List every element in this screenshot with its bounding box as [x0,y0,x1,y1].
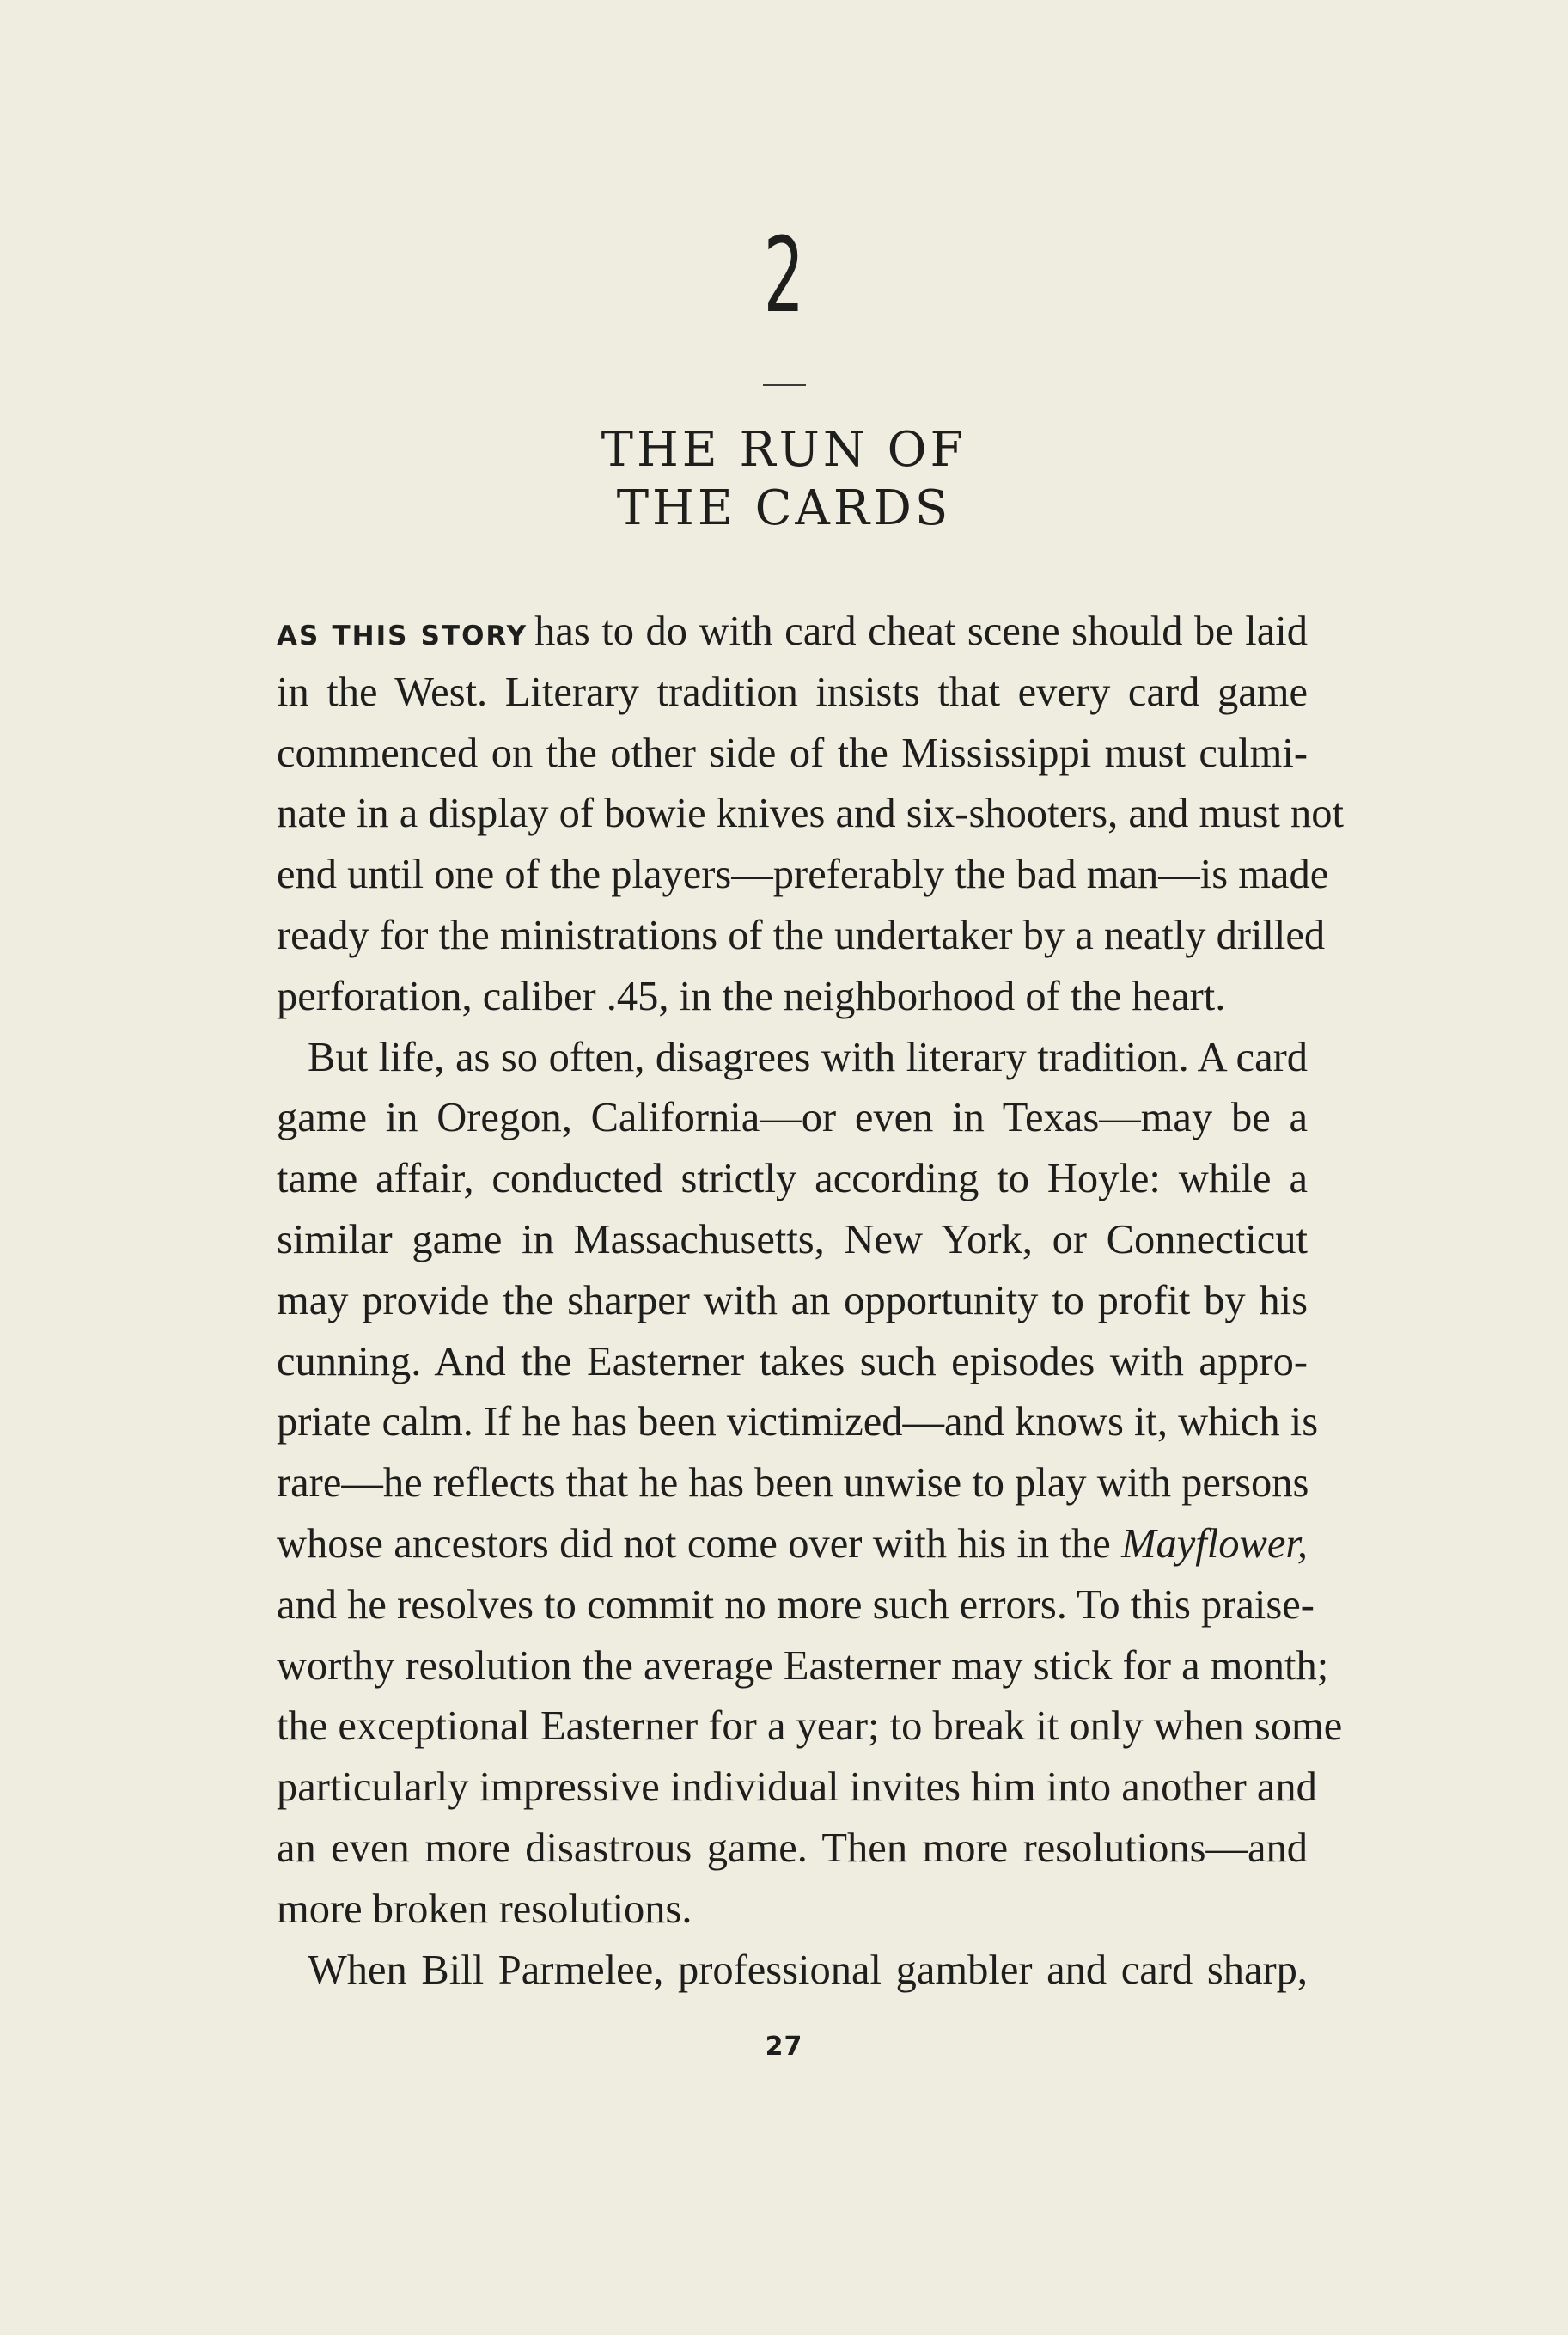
text-line: tame affair, conducted strictly according to Hoyle: while a [277,1156,1308,1202]
text-line: in the West. Literary tradition insists that every card game [277,669,1308,715]
text-line: more broken resolutions. [277,1886,692,1932]
text-line: commenced on the other side of the Mississippi must culmi- [277,730,1308,776]
chapter-number: 2 [763,217,804,336]
text-line: worthy resolution the average Easterner may stick for a month; [277,1642,1329,1689]
chapter-title-line-1: THE RUN OF [601,422,967,478]
chapter-title-line-2: THE CARDS [616,480,952,536]
text-line: an even more disastrous game. Then more resolutions—and [277,1825,1308,1871]
text-line: cunning. And the Easterner takes such episodes with appro- [277,1338,1308,1384]
italic-word: Mayflower, [1121,1520,1309,1567]
text-line: whose ancestors did not come over with his in the Mayflower, [277,1520,1309,1567]
text-line: end until one of the players—preferably the bad man—is made [277,852,1329,898]
text-line: the exceptional Easterner for a year; to break it only when some [277,1703,1343,1750]
text-line: priate calm. If he has been victimized—and knows it, which is [277,1399,1319,1446]
body-text [277,602,1344,2001]
chapter-divider-rule [763,384,806,386]
text-line: AS THIS STORY has to do with card cheat scene should be laid [277,608,1308,654]
text-line: may provide the sharper with an opportunity to profit by his [277,1277,1308,1323]
lead-in-small-caps: AS THIS STORY [277,620,528,651]
text-line: game in Oregon, California—or even in Texas—may be a [277,1095,1308,1141]
text-line: particularly impressive individual invites him into another and [277,1764,1317,1811]
chapter-title [0,421,1568,538]
text-line: perforation, caliber .45, in the neighborhood of the heart. [277,973,1226,1019]
page-number: 27 [765,2032,803,2062]
text-line: But life, as so often, disagrees with literary tradition. A card [308,1034,1308,1080]
text-line: ready for the ministrations of the undertaker by a neatly drilled [277,912,1326,958]
text-line: When Bill Parmelee, professional gambler and card sharp, [308,1947,1308,1993]
text-line: similar game in Massachusetts, New York, or Connecticut [277,1216,1308,1262]
text-line: nate in a display of bowie knives and six-shooters, and must not [277,791,1344,837]
text-line: and he resolves to commit no more such errors. To this praise- [277,1581,1315,1628]
text-line: rare—he reflects that he has been unwise to play with persons [277,1460,1309,1507]
